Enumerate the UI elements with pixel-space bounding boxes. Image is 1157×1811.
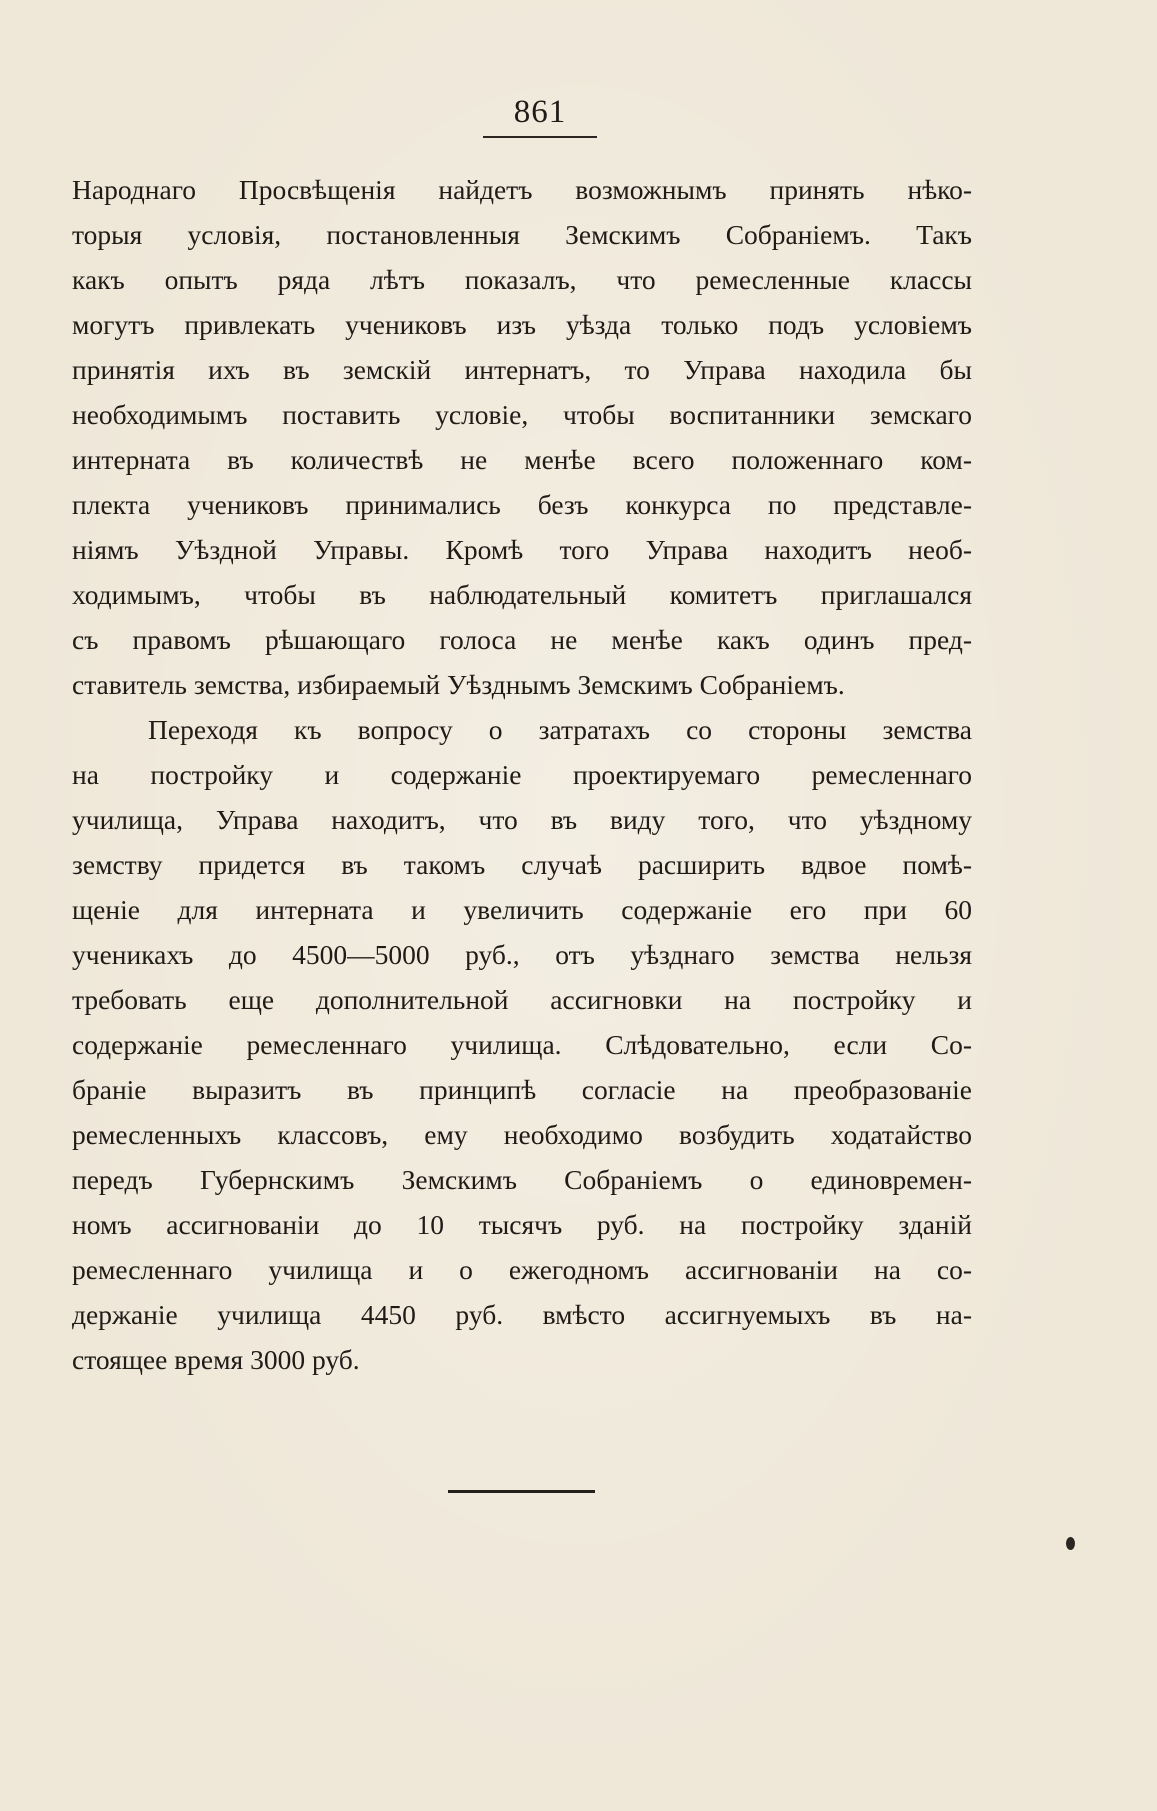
text-line: съ правомъ рѣшающаго голоса не менѣе какъ одинъ пред- [72,624,972,655]
ink-speck [1066,1537,1075,1550]
text-line: ремесленныхъ классовъ, ему необходимо возбудить ходатайство [72,1119,972,1150]
text-line: ставитель земства, избираемый Уѣзднымъ Земскимъ Собраніемъ. [72,669,845,700]
text-line: передъ Губернскимъ Земскимъ Собраніемъ о единовремен- [72,1164,972,1195]
text-line: земству придется въ такомъ случаѣ расширить вдвое помѣ- [72,849,972,880]
text-line: требовать еще дополнительной ассигновки на постройку и [72,984,972,1015]
page-number-underline [483,136,597,138]
text-line: ремесленнаго училища и о ежегодномъ ассигнованіи на со- [72,1254,972,1285]
text-line: номъ ассигнованіи до 10 тысячъ руб. на постройку зданій [72,1209,972,1240]
section-end-rule [448,1490,595,1493]
text-line: училища, Управа находитъ, что въ виду того, что уѣздному [72,804,972,835]
text-line: какъ опытъ ряда лѣтъ показалъ, что ремесленные классы [72,264,972,295]
text-line: Народнаго Просвѣщенія найдетъ возможнымъ принять нѣко- [72,174,972,205]
text-line: ніямъ Уѣздной Управы. Кромѣ того Управа находитъ необ- [72,534,972,565]
text-line: плекта учениковъ принимались безъ конкурса по представле- [72,489,972,520]
text-line: ходимымъ, чтобы въ наблюдательный комитетъ приглашался [72,579,972,610]
text-line: торыя условія, постановленныя Земскимъ Собраніемъ. Такъ [72,219,972,250]
text-line: могутъ привлекать учениковъ изъ уѣзда только подъ условіемъ [72,309,972,340]
body-text [72,167,972,1382]
paragraph-start-line: Переходя къ вопросу о затратахъ со стороны земства [148,714,972,745]
text-line: ученикахъ до 4500—5000 руб., отъ уѣзднаго земства нельзя [72,939,972,970]
text-line: принятія ихъ въ земскій интернатъ, то Управа находила бы [72,354,972,385]
text-line: интерната въ количествѣ не менѣе всего положеннаго ком- [72,444,972,475]
text-line: щеніе для интерната и увеличить содержаніе его при 60 [72,894,972,925]
text-line: держаніе училища 4450 руб. вмѣсто ассигнуемыхъ въ на- [72,1299,972,1330]
text-line: содержаніе ремесленнаго училища. Слѣдовательно, если Со- [72,1029,972,1060]
text-line: на постройку и содержаніе проектируемаго ремесленнаго [72,759,972,790]
text-line: стоящее время 3000 руб. [72,1344,360,1375]
text-line: браніе выразитъ въ принципѣ согласіе на преобразованіе [72,1074,972,1105]
text-line: необходимымъ поставить условіе, чтобы воспитанники земскаго [72,399,972,430]
page-number: 861 [513,94,567,130]
